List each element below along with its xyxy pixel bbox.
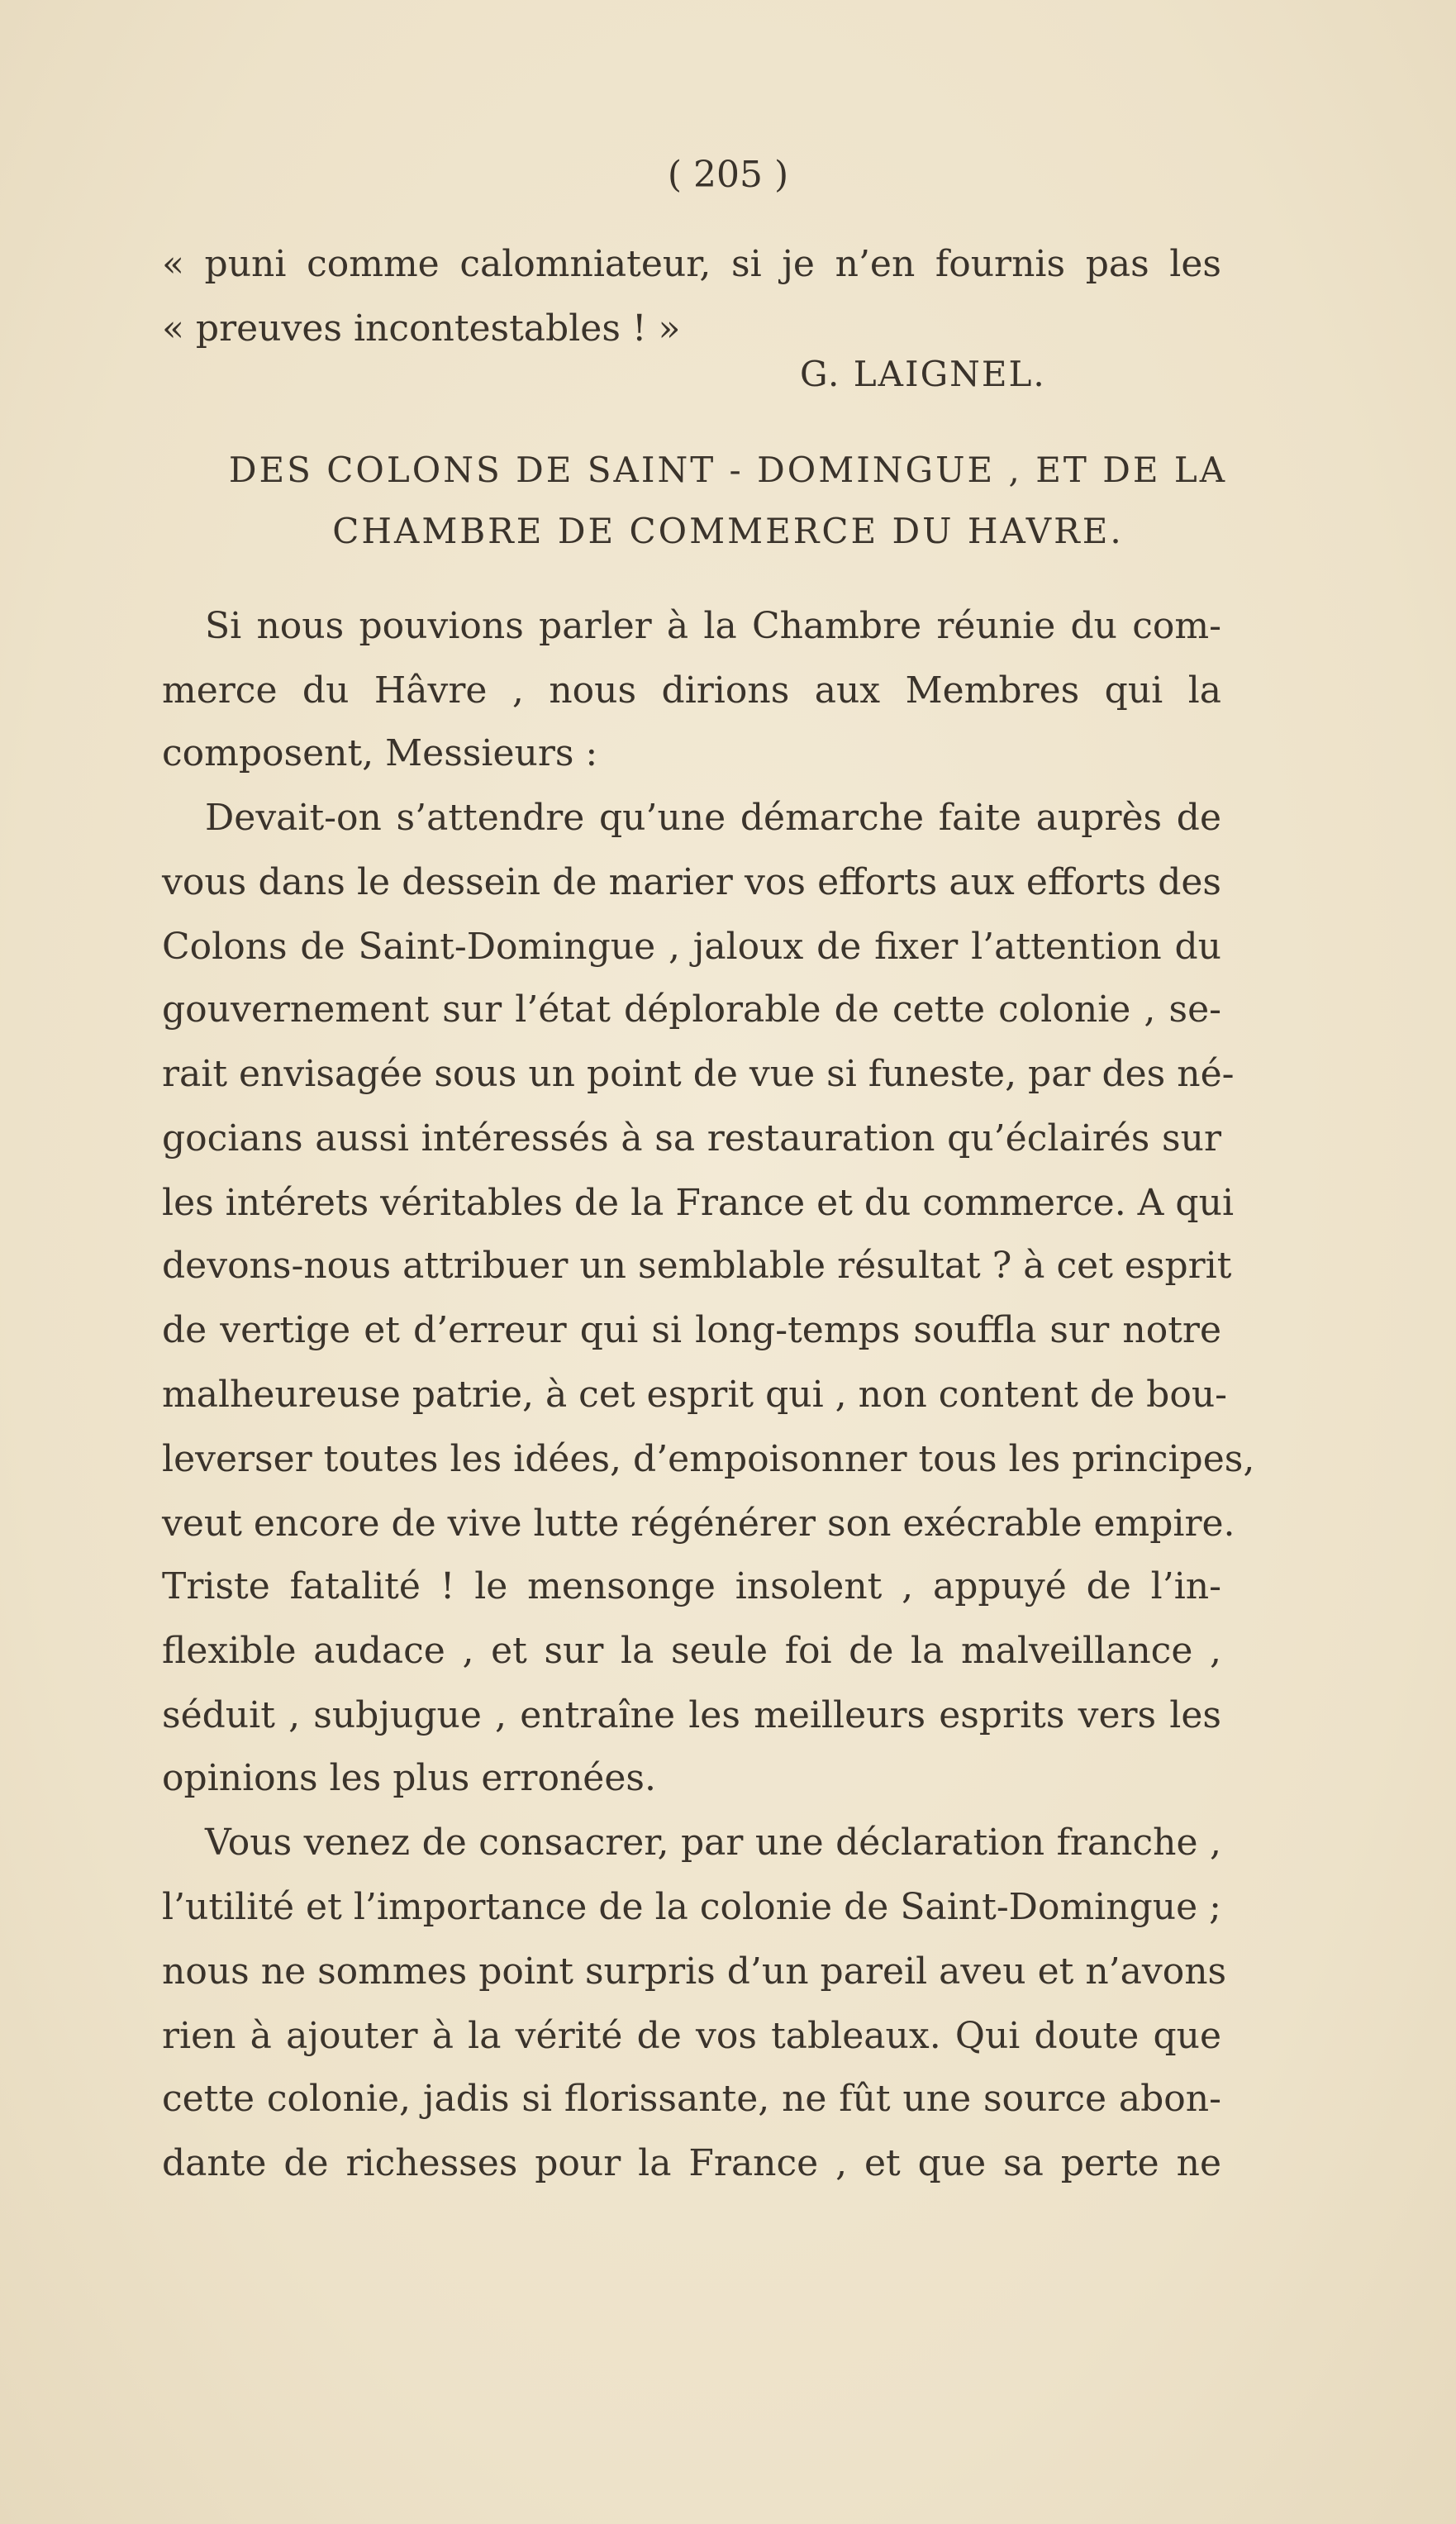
text-line: séduit , subjugue , entraîne les meilleurs esprits vers les (162, 1694, 1221, 1736)
section-title: CHAMBRE DE COMMERCE DU HAVRE. (332, 511, 1124, 551)
text-line: Vous venez de consacrer, par une déclaration franche , (205, 1822, 1221, 1864)
text-line: gocians aussi intéressés à sa restauration qu’éclairés sur (162, 1117, 1221, 1160)
text-line: merce du Hâvre , nous dirions aux Membres qui la (162, 669, 1221, 712)
text-line: flexible audace , et sur la seule foi de la malveillance , (162, 1630, 1221, 1672)
text-line: devons-nous attribuer un semblable résultat ? à cet esprit (162, 1245, 1232, 1287)
text-line: veut encore de vive lutte régénérer son exécrable empire. (162, 1502, 1235, 1545)
text-line: gouvernement sur l’état déplorable de cette colonie , se- (162, 988, 1221, 1031)
text-line: Si nous pouvions parler à la Chambre réunie du com- (205, 605, 1221, 647)
text-line: cette colonie, jadis si florissante, ne fût une source abon- (162, 2078, 1221, 2120)
text-line: nous ne sommes point surpris d’un pareil aveu et n’avons (162, 1950, 1227, 1993)
text-line: rait envisagée sous un point de vue si funeste, par des né- (162, 1053, 1235, 1095)
text-line: malheureuse patrie, à cet esprit qui , non content de bou- (162, 1374, 1228, 1416)
text-line: Triste fatalité ! le mensonge insolent , appuyé de l’in- (162, 1565, 1221, 1607)
text-line: « preuves incontestables ! » (162, 307, 681, 350)
page-number: ( 205 ) (667, 154, 789, 196)
text-line: Devait-on s’attendre qu’une démarche faite auprès de (205, 797, 1221, 839)
text-line: les intérets véritables de la France et du commerce. A qui (162, 1182, 1235, 1224)
text-line: vous dans le dessein de marier vos efforts aux efforts des (162, 861, 1221, 903)
signature: G. LAIGNEL. (800, 354, 1046, 394)
text-line: Colons de Saint-Domingue , jaloux de fixer l’attention du (162, 926, 1221, 968)
text-line: composent, Messieurs : (162, 732, 598, 774)
text-line: opinions les plus erronées. (162, 1757, 656, 1799)
text-line: « puni comme calomniateur, si je n’en fournis pas les (162, 243, 1221, 285)
text-line: de vertige et d’erreur qui si long-temps souffla sur notre (162, 1309, 1221, 1351)
text-line: dante de richesses pour la France , et que sa perte ne (162, 2142, 1221, 2184)
text-line: rien à ajouter à la vérité de vos tableaux. Qui doute que (162, 2015, 1221, 2057)
text-line: l’utilité et l’importance de la colonie de Saint-Domingue ; (162, 1886, 1221, 1928)
section-title: DES COLONS DE SAINT - DOMINGUE , ET DE LA (228, 450, 1228, 490)
text-line: leverser toutes les idées, d’empoisonner tous les principes, (162, 1438, 1255, 1480)
